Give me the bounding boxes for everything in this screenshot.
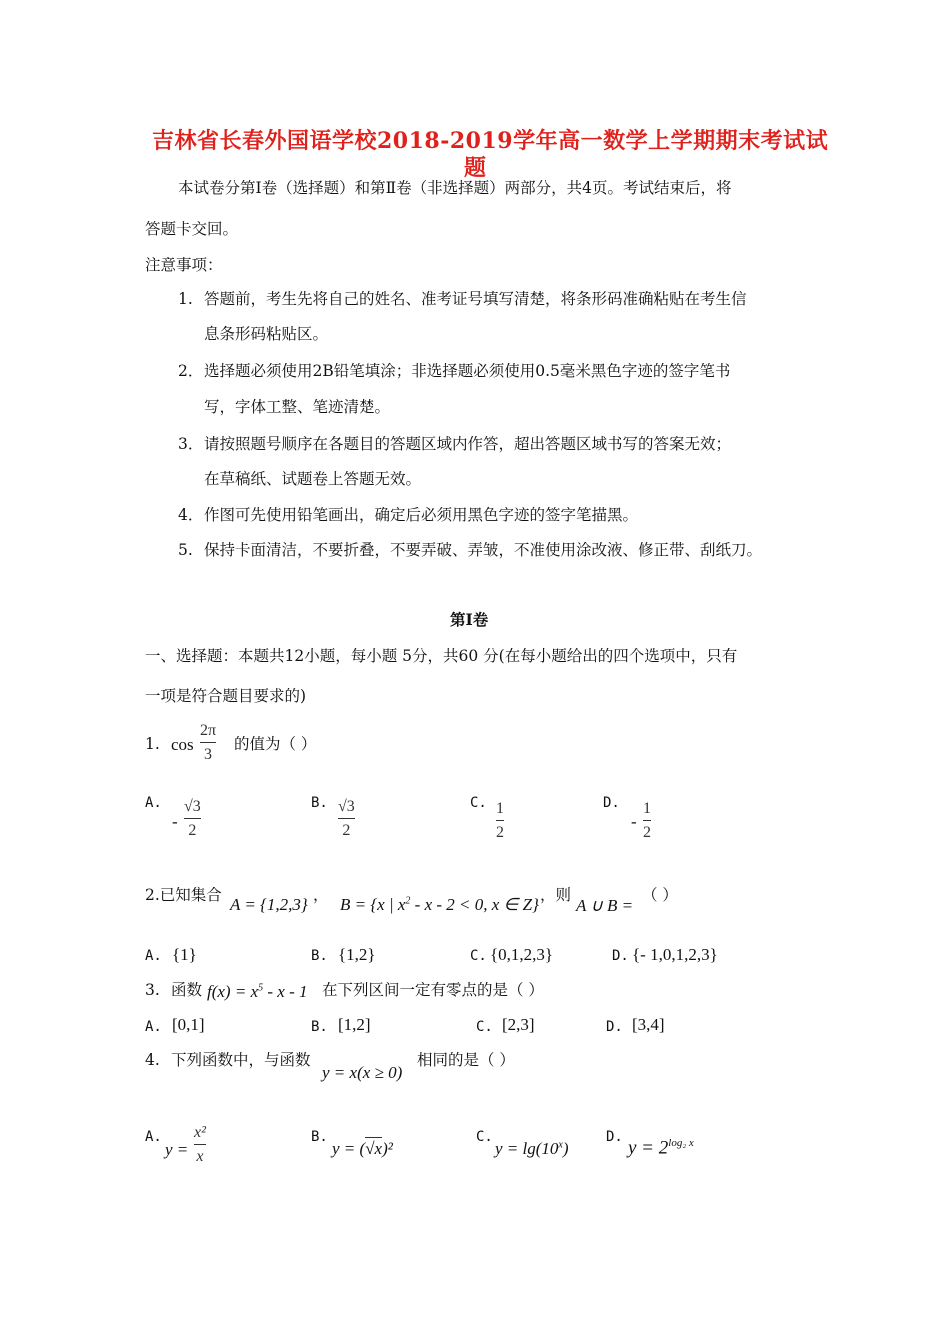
notice-1-line2: 息条形码粘贴区。 [204,325,329,343]
fraction-bar [200,742,216,743]
q4-option-b-label: B. [311,1129,328,1145]
notice-5-number: 5. [178,541,193,559]
q2-set-b [340,895,539,915]
q3-option-c-value[interactable]: [2,3] [502,1015,535,1034]
q4-option-c-main: y = lg(10 [495,1139,559,1158]
q1-option-d-den: 2 [643,824,651,841]
q1-fraction [200,723,216,763]
q4-text: 相同的是（ ） [417,1051,515,1069]
q4-option-b-pre: y = ( [332,1139,366,1158]
q3-function [207,982,307,1002]
fraction-bar [184,818,201,819]
document-title-line2: 题 [464,155,487,181]
q1-option-b-fraction[interactable] [338,799,355,839]
q4-option-b-expr[interactable] [332,1139,393,1159]
q4-option-c-sup: x [558,1139,563,1151]
notice-2-line2: 写，字体工整、笔迹清楚。 [204,398,391,416]
q1-option-b-den: 2 [342,822,351,839]
q2-option-b-value[interactable]: {1,2} [338,945,376,964]
notice-1-line1: 答题前，考生先将自己的姓名、准考证号填写清楚，将条形码准确粘贴在考生信 [204,290,747,308]
exponent: 2 [405,895,411,907]
q4-option-c-close: ) [562,1139,569,1158]
q4-option-a-fraction[interactable] [194,1125,206,1165]
q1-option-a-fraction[interactable] [184,799,201,839]
notice-3-line1: 请按照题号顺序在各题目的答题区域内作答，超出答题区域书写的答案无效； [204,435,732,453]
q4-number: 4. [145,1051,160,1069]
q2-option-c-value[interactable]: {0,1,2,3} [490,945,554,964]
part1-line1: 一、选择题：本题共12小题，每小题 5分，共60 分(在每小题给出的四个选项中，只有 [145,647,738,665]
q4-option-a-num: x² [194,1124,206,1141]
q3-option-c-label: C. [476,1019,493,1035]
q3-option-d-label: D. [606,1019,623,1035]
fraction-bar [338,818,355,819]
q4-option-b-post: )² [382,1139,393,1158]
document-title-line1: 吉林省长春外国语学校2018-2019学年高一数学上学期期末考试试 [152,128,829,154]
intro-line1: 本试卷分第Ⅰ卷（选择题）和第Ⅱ卷（非选择题）两部分，共4页。考试结束后，将 [178,179,732,197]
q1-frac-num: 2π [200,722,217,739]
q4-option-d-label: D. [606,1129,623,1145]
q3-func-pre: f(x) = x [207,982,259,1001]
q1-option-d-label: D. [603,795,620,811]
q2-option-a-label: A. [145,948,162,964]
fraction-bar [496,820,504,821]
q4-option-d-expr[interactable] [628,1137,694,1159]
notice-3-number: 3． [178,435,204,453]
notice-2-number: 2． [178,362,204,380]
q4-option-a-pre: y = [165,1140,189,1159]
q1-option-c-label: C. [470,795,487,811]
q2-paren: （ ） [642,886,678,904]
q1-option-b-label: B. [311,795,328,811]
q3-lead: 函数 [171,981,203,999]
q2-comma: ， [313,886,329,904]
fraction-bar [643,820,651,821]
q3-option-b-value[interactable]: [1,2] [338,1015,371,1034]
notice-5-line1: 保持卡面清洁，不要折叠，不要弄破、弄皱，不准使用涂改液、修正带、刮纸刀。 [204,541,763,559]
q4-option-d-sup: log₂ x [668,1137,694,1149]
q2-set-b-pre: B = {x | x [340,895,406,914]
section-title: 第Ⅰ卷 [450,610,489,629]
notice-3-line2: 在草稿纸、试题卷上答题无效。 [204,470,422,488]
q3-option-d-value[interactable]: [3,4] [632,1015,665,1034]
q4-option-a-label: A. [145,1129,162,1145]
q1-option-c-fraction[interactable] [496,801,504,841]
fraction-bar [194,1144,206,1145]
q2-option-d-label: D. [612,948,629,964]
q1-option-b-num: √3 [338,798,355,815]
q1-text: 的值为（ ） [234,735,317,753]
q1-option-a-sign: - [172,812,178,831]
q1-option-a-den: 2 [188,822,197,839]
intro-line2: 答题卡交回。 [145,220,239,238]
q1-cos: cos [171,735,194,754]
q1-option-d-fraction[interactable] [643,801,651,841]
q2-union: A ∪ B = [576,896,634,915]
q2-option-b-label: B. [311,948,328,964]
q3-text: 在下列区间一定有零点的是（ ） [322,981,544,999]
q2-option-d-value[interactable]: {- 1,0,1,2,3} [632,945,718,964]
notice-2-line1: 选择题必须使用2B铅笔填涂；非选择题必须使用0.5毫米黑色字迹的签字笔书 [204,362,731,380]
q1-option-d-num: 1 [643,800,651,817]
q3-number: 3. [145,981,160,999]
q3-option-a-label: A. [145,1019,162,1035]
q2-set-a: A = {1,2,3} [230,895,308,914]
q4-option-c-expr[interactable] [495,1139,569,1159]
q2-lead: 2.已知集合 [145,886,222,904]
q1-number: 1. [145,735,160,753]
q2-option-c-label: C. [470,948,487,964]
q4-option-d-main: y = 2 [628,1137,669,1159]
notice-4-number: 4． [178,506,204,524]
notice-4-line1: 作图可先使用铅笔画出，确定后必须用黑色字迹的签字笔描黑。 [204,506,639,524]
notice-1-number: 1. [178,290,193,308]
q2-option-a-value[interactable]: {1} [172,945,197,964]
q4-option-c-label: C. [476,1129,493,1145]
notice-heading: 注意事项： [145,256,223,274]
q3-exponent: 5 [258,982,264,994]
q2-set-b-post: - x - 2 < 0, x ∈ Z} [410,895,539,914]
q4-function: y = x(x ≥ 0) [322,1063,403,1082]
q1-frac-den: 3 [204,746,213,763]
q1-option-d-sign: - [631,812,637,831]
q3-option-a-value[interactable]: [0,1] [172,1015,205,1034]
q4-option-a-den: x [196,1148,204,1165]
q3-func-post: - x - 1 [263,982,308,1001]
q4-option-b-radical: √x [365,1139,383,1158]
q4-lead: 下列函数中，与函数 [171,1051,311,1069]
q1-option-c-den: 2 [496,824,504,841]
q3-option-b-label: B. [311,1019,328,1035]
q1-option-a-label: A. [145,795,162,811]
q1-option-a-num: √3 [184,798,201,815]
q1-option-c-num: 1 [496,800,504,817]
part1-line2: 一项是符合题目要求的) [145,687,307,705]
q2-then: ，则 [540,886,572,904]
